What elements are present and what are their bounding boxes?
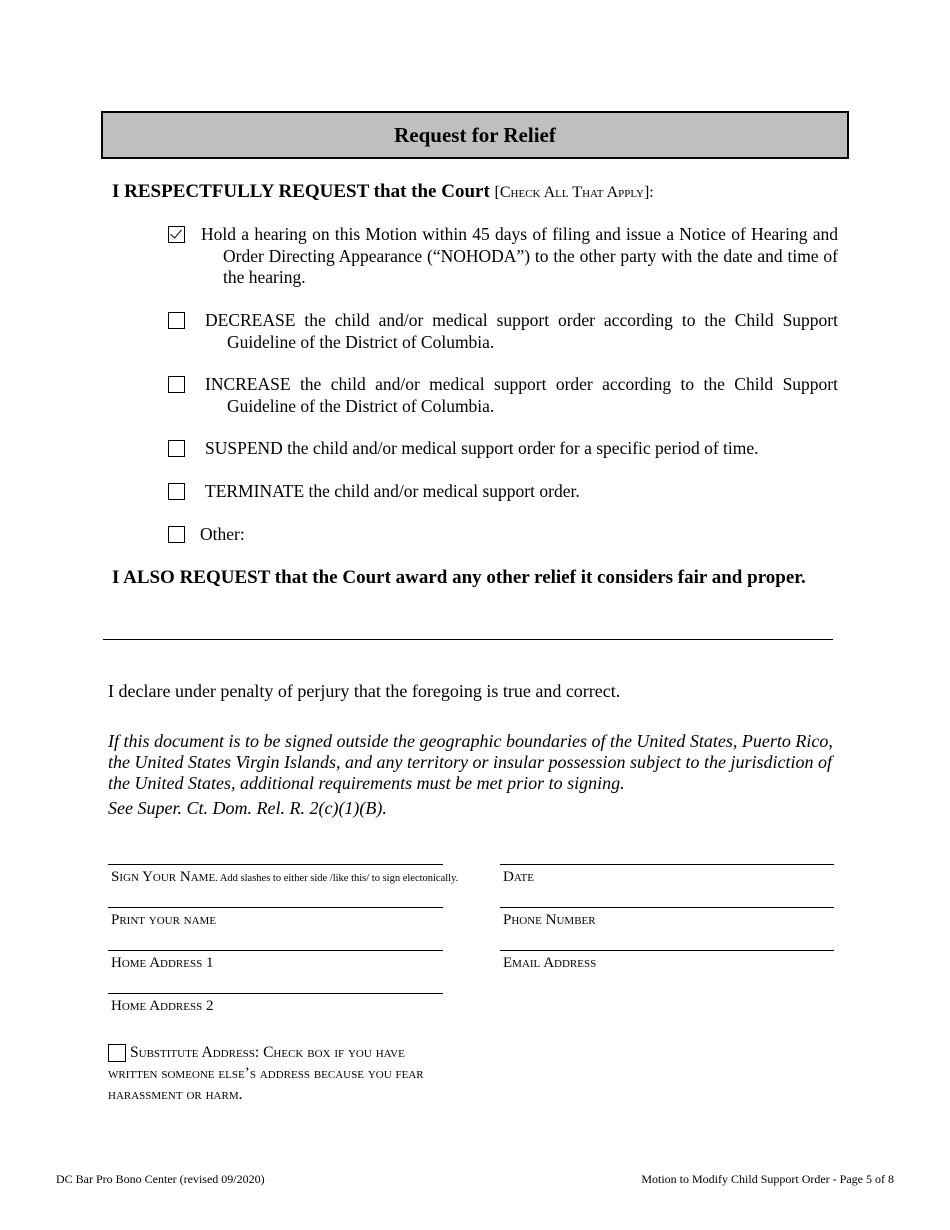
home-address-2-line[interactable] bbox=[108, 993, 443, 994]
also-request: I ALSO REQUEST that the Court award any other relief it considers fair and proper. bbox=[112, 567, 806, 588]
request-instruction: [Check All That Apply]: bbox=[494, 184, 654, 201]
option-hearing-text: Hold a hearing on this Motion within 45 days of filing and issue a Notice of Hearing and Order Directing Appearance (“NOHODA”) to the other party with the date and time of the hearing. bbox=[201, 224, 838, 287]
signature-note: . Add slashes to either side /like this/ to sign electonically. bbox=[215, 873, 459, 884]
home-address-1-line[interactable] bbox=[108, 950, 443, 951]
print-name-line[interactable] bbox=[108, 907, 443, 908]
signature-label bbox=[111, 869, 458, 886]
footer-right: Motion to Modify Child Support Order - Page 5 of 8 bbox=[641, 1172, 894, 1186]
option-terminate-checkbox[interactable] bbox=[168, 483, 185, 500]
option-increase-text: INCREASE the child and/or medical support order according to the Child Support Guideline of the District of Columbia. bbox=[205, 374, 838, 416]
home-address-2-label: Home Address 2 bbox=[111, 998, 214, 1014]
date-label: Date bbox=[503, 869, 534, 885]
email-label: Email Address bbox=[503, 955, 597, 971]
rule-reference: See Super. Ct. Dom. Rel. R. 2(c)(1)(B). bbox=[108, 798, 387, 818]
option-increase-checkbox[interactable] bbox=[168, 376, 185, 393]
request-heading bbox=[112, 181, 654, 203]
footer-left: DC Bar Pro Bono Center (revised 09/2020) bbox=[56, 1172, 265, 1186]
request-lead: I RESPECTFULLY REQUEST that the Court bbox=[112, 181, 490, 202]
declaration: I declare under penalty of perjury that the foregoing is true and correct. bbox=[108, 681, 621, 701]
option-decrease-checkbox[interactable] bbox=[168, 312, 185, 329]
option-other-checkbox[interactable] bbox=[168, 526, 185, 543]
option-hearing-checkbox[interactable] bbox=[168, 226, 185, 243]
email-line[interactable] bbox=[500, 950, 834, 951]
home-address-1-label: Home Address 1 bbox=[111, 955, 214, 971]
section-divider bbox=[103, 639, 833, 640]
phone-line[interactable] bbox=[500, 907, 834, 908]
print-name-label: Print your name bbox=[111, 912, 217, 928]
date-line[interactable] bbox=[500, 864, 834, 865]
option-suspend-checkbox[interactable] bbox=[168, 440, 185, 457]
option-terminate-text: TERMINATE the child and/or medical support order. bbox=[205, 481, 580, 501]
section-title: Request for Relief bbox=[101, 111, 849, 159]
substitute-address-text: Substitute Address: Check box if you have written someone else’s address because you fear harassment or harm. bbox=[108, 1044, 424, 1103]
option-decrease-text: DECREASE the child and/or medical support order according to the Child Support Guideline of the District of Columbia. bbox=[205, 310, 838, 352]
outside-us-notice: If this document is to be signed outside the geographic boundaries of the United States, Puerto Rico, the United States Virgin Islands, and any territory or insular possession subject to the jurisdiction of the United States, additional requirements must be met prior to signing. bbox=[108, 731, 833, 793]
signature-label-text: Sign Your Name bbox=[111, 869, 216, 885]
option-other-text: Other: bbox=[200, 524, 245, 544]
option-suspend-text: SUSPEND the child and/or medical support order for a specific period of time. bbox=[205, 438, 759, 458]
phone-label: Phone Number bbox=[503, 912, 596, 928]
signature-line[interactable] bbox=[108, 864, 443, 865]
